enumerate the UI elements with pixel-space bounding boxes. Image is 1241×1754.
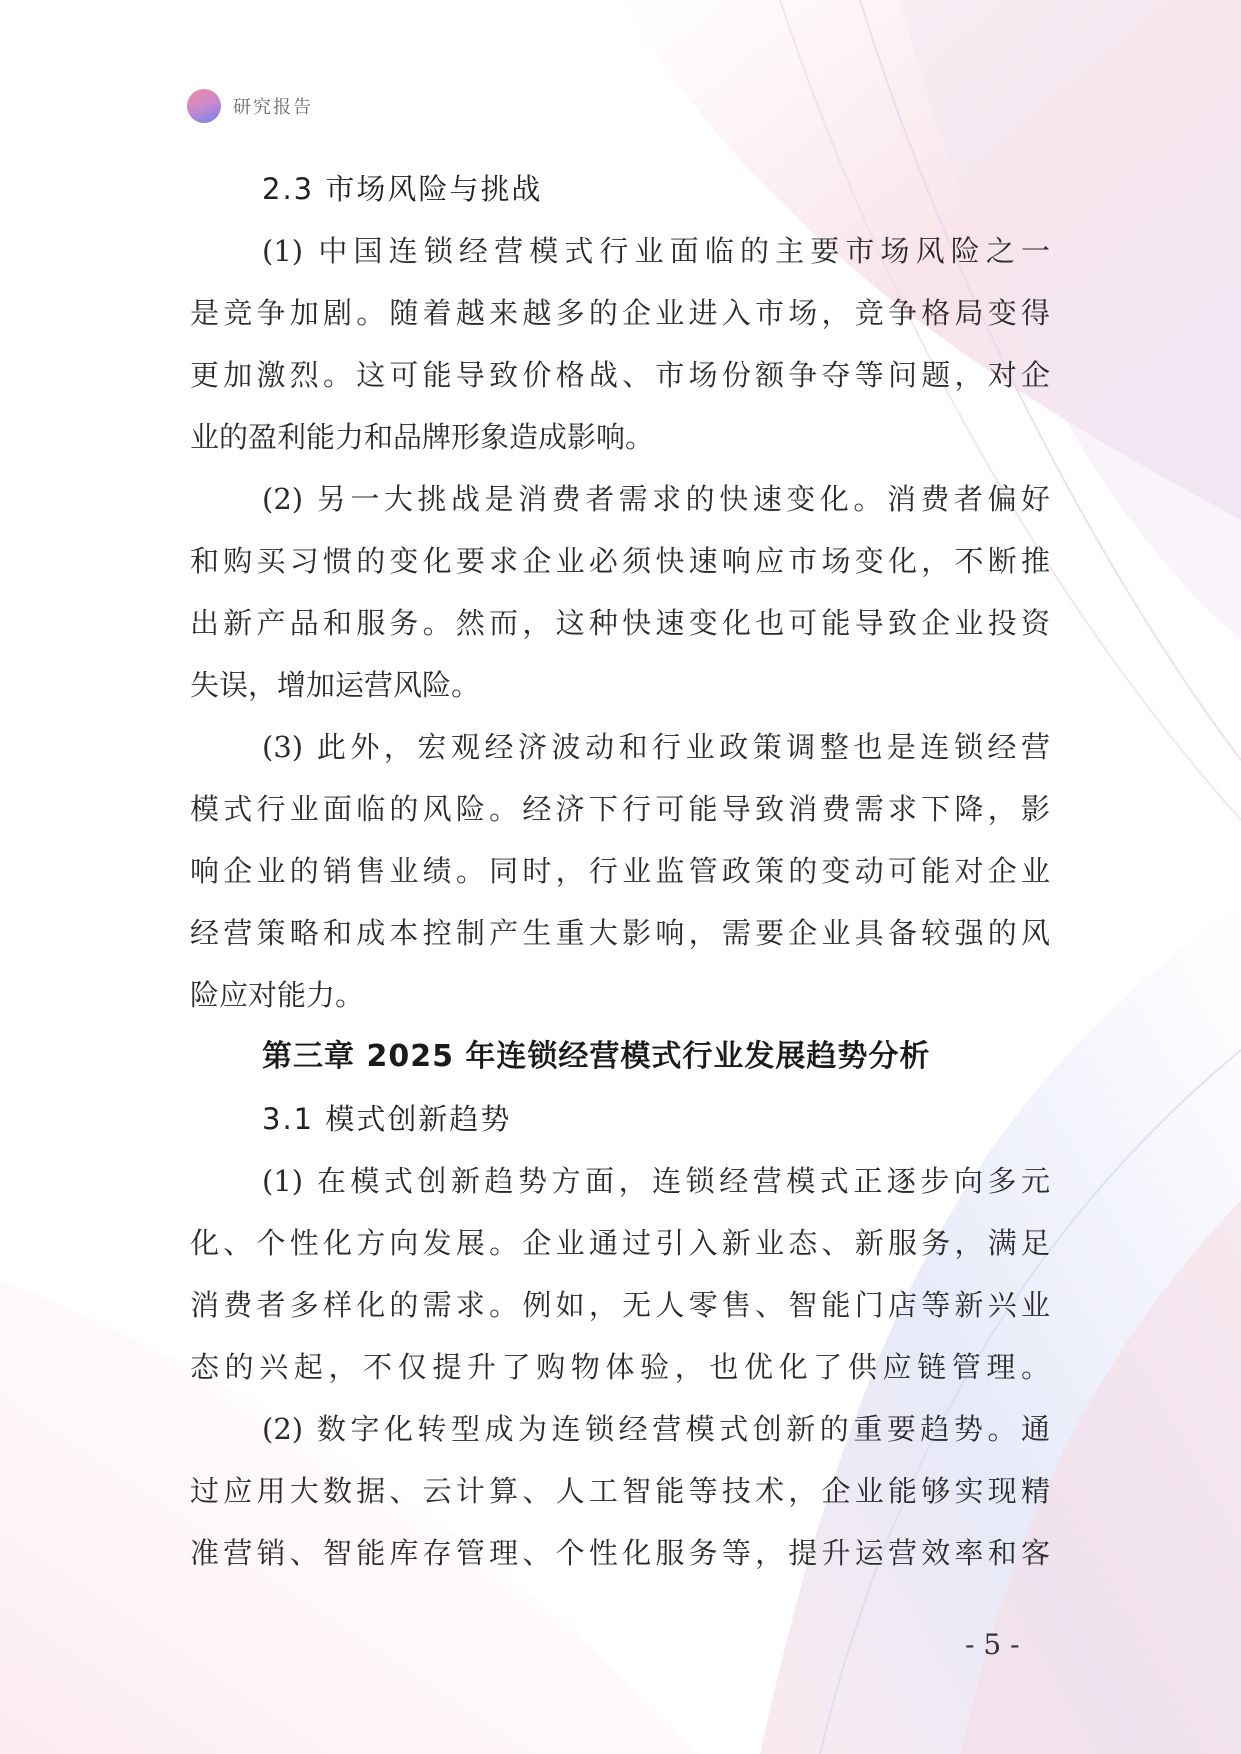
paragraph-line: (2) 另一大挑战是消费者需求的快速变化。消费者偏好 [262,482,1050,516]
paragraph-line: (1) 中国连锁经营模式行业面临的主要市场风险之一 [262,234,1050,268]
paragraph-line: 过应用大数据、云计算、人工智能等技术，企业能够实现精 [190,1474,1050,1508]
paragraph-line: (1) 在模式创新趋势方面，连锁经营模式正逐步向多元 [262,1164,1050,1198]
paragraph-line: 消费者多样化的需求。例如，无人零售、智能门店等新兴业 [190,1288,1050,1322]
paragraph-line: (2) 数字化转型成为连锁经营模式创新的重要趋势。通 [262,1412,1050,1446]
logo-circle-icon [187,89,221,123]
paragraph-line: 态的兴起，不仅提升了购物体验，也优化了供应链管理。 [190,1350,1050,1384]
paragraph-line: (3) 此外，宏观经济波动和行业政策调整也是连锁经营 [262,730,1050,764]
section-title: 3.1 模式创新趋势 [262,1102,512,1136]
document-header [187,89,313,123]
paragraph-line: 经营策略和成本控制产生重大影响，需要企业具备较强的风 [190,916,1050,950]
paragraph-line: 业的盈利能力和品牌形象造成影响。 [190,420,655,454]
header-label: 研究报告 [233,97,313,118]
paragraph-line: 准营销、智能库存管理、个性化服务等，提升运营效率和客 [190,1536,1050,1570]
paragraph-line: 是竞争加剧。随着越来越多的企业进入市场，竞争格局变得 [190,296,1050,330]
page-number: - 5 - [965,1628,1020,1661]
chapter-title: 第三章 2025 年连锁经营模式行业发展趋势分析 [262,1039,931,1074]
paragraph-line: 出新产品和服务。然而，这种快速变化也可能导致企业投资 [190,606,1050,640]
paragraph-line: 响企业的销售业绩。同时，行业监管政策的变动可能对企业 [190,854,1050,888]
paragraph-line: 失误，增加运营风险。 [190,668,481,702]
paragraph-line: 险应对能力。 [190,978,365,1012]
paragraph-line: 化、个性化方向发展。企业通过引入新业态、新服务，满足 [190,1226,1050,1260]
document-body [190,158,1050,1584]
section-title: 2.3 市场风险与挑战 [262,172,543,206]
paragraph-line: 模式行业面临的风险。经济下行可能导致消费需求下降，影 [190,792,1050,826]
paragraph-line: 更加激烈。这可能导致价格战、市场份额争夺等问题，对企 [190,358,1050,392]
paragraph-line: 和购买习惯的变化要求企业必须快速响应市场变化，不断推 [190,544,1050,578]
